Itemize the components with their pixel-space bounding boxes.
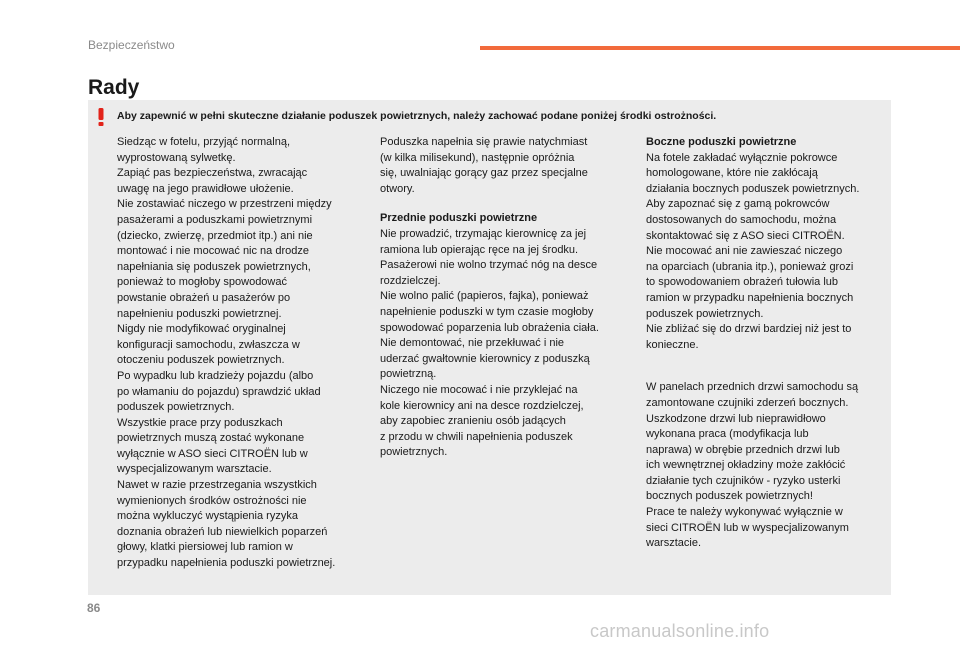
column-side-airbags (646, 135, 888, 552)
page-number: 86 (87, 601, 101, 615)
column-general-advice (117, 135, 369, 572)
side-airbags-text: Na fotele zakładać wyłącznie pokrowce homologowane, które nie zakłócają działania bocznych poduszek powietrznych. Aby zapoznać się z gamą pokrowców dostosowanych do samochodu, można skontaktować się z ASO sieci CITROËN. Nie mocować ani nie zawieszać niczego na oparciach (ubrania itp.), ponieważ grozi to spowodowaniem obrażeń tułowia lub ramion w przypadku napełnienia bocznych poduszek powietrznych. Nie zbliżać się do drzwi bardziej niż jest to konieczne. (646, 151, 860, 351)
column-front-airbags (380, 135, 634, 461)
exclamation-warning-icon (96, 108, 106, 126)
side-airbags-heading: Boczne poduszki powietrzne (646, 136, 797, 148)
front-airbags-heading: Przednie poduszki powietrzne (380, 212, 538, 225)
inflation-info-text: Poduszka napełnia się prawie natychmiast (w kilka milisekund), następnie opróżnia się, uwalniając gorący gaz przez specjalne otwory. (380, 136, 588, 195)
warning-intro: Aby zapewnić w pełni skuteczne działanie poduszek powietrznych, należy zachować podane poniżej środki ostrożności. (117, 110, 717, 122)
page-title: Rady (88, 76, 140, 99)
general-advice-text: Siedząc w fotelu, przyjąć normalną, wyprostowaną sylwetkę. Zapiąć pas bezpieczeństwa, zwracając uwagę na jego prawidłowe ułożenie. Nie zostawiać niczego w przestrzeni między pasażerami a poduszkami powietrznymi (dziecko, zwierzę, przedmiot itp.) ani nie montować i nie mocować nic na drodze napełniania się poduszek powietrznych, ponieważ to mogłoby spowodować powstanie obrażeń u pasażerów po napełnieniu poduszki powietrznej. Nigdy nie modyfikować oryginalnej konfiguracji samochodu, zwłaszcza w otoczeniu poduszek powietrznych. Po wypadku lub kradzieży pojazdu (albo po włamaniu do pojazdu) sprawdzić układ poduszek powietrznych. Wszystkie prace przy poduszkach powietrznych muszą zostać wykonane wyłącznie w ASO sieci CITROËN lub w wyspecjalizowanym warsztacie. Nawet w razie przestrzegania wszystkich wymienionych środków ostrożności nie można wykluczyć wystąpienia ryzyka doznania obrażeń lub niewielkich poparzeń głowy, klatki piersiowej lub ramion w przypadku napełnienia poduszki powietrznej. (117, 136, 336, 570)
door-sensors-note: W panelach przednich drzwi samochodu są zamontowane czujniki zderzeń bocznych. Uszkodzone drzwi lub nieprawidłowo wykonana praca (modyfikacja lub naprawa) w obrębie przednich drzwi lub ich wewnętrznej okładziny może zakłócić działanie tych czujników - ryzyko usterki bocznych poduszek powietrznych! Prace te należy wykonywać wyłącznie w sieci CITROËN lub w wyspecjalizowanym warsztacie. (646, 381, 859, 550)
section-label: Bezpieczeństwo (88, 38, 175, 52)
front-airbags-text: Nie prowadzić, trzymając kierownicę za jej ramiona lub opierając ręce na jej środku. Pasażerowi nie wolno trzymać nóg na desce rozdzielczej. Nie wolno palić (papieros, fajka), ponieważ napełnienie poduszki w tym czasie mogłoby spowodować poparzenia lub obrażenia ciała. Nie demontować, nie przekłuwać i nie uderzać gwałtownie kierownicy z poduszką powietrzną. Niczego nie mocować i nie przyklejać na kole kierownicy ani na desce rozdzielczej, aby zapobiec zranieniu osób jadących z przodu w chwili napełnienia poduszek powietrznych. (380, 227, 599, 459)
watermark: carmanualsonline.info (590, 621, 770, 641)
header-accent-bar (480, 46, 960, 50)
